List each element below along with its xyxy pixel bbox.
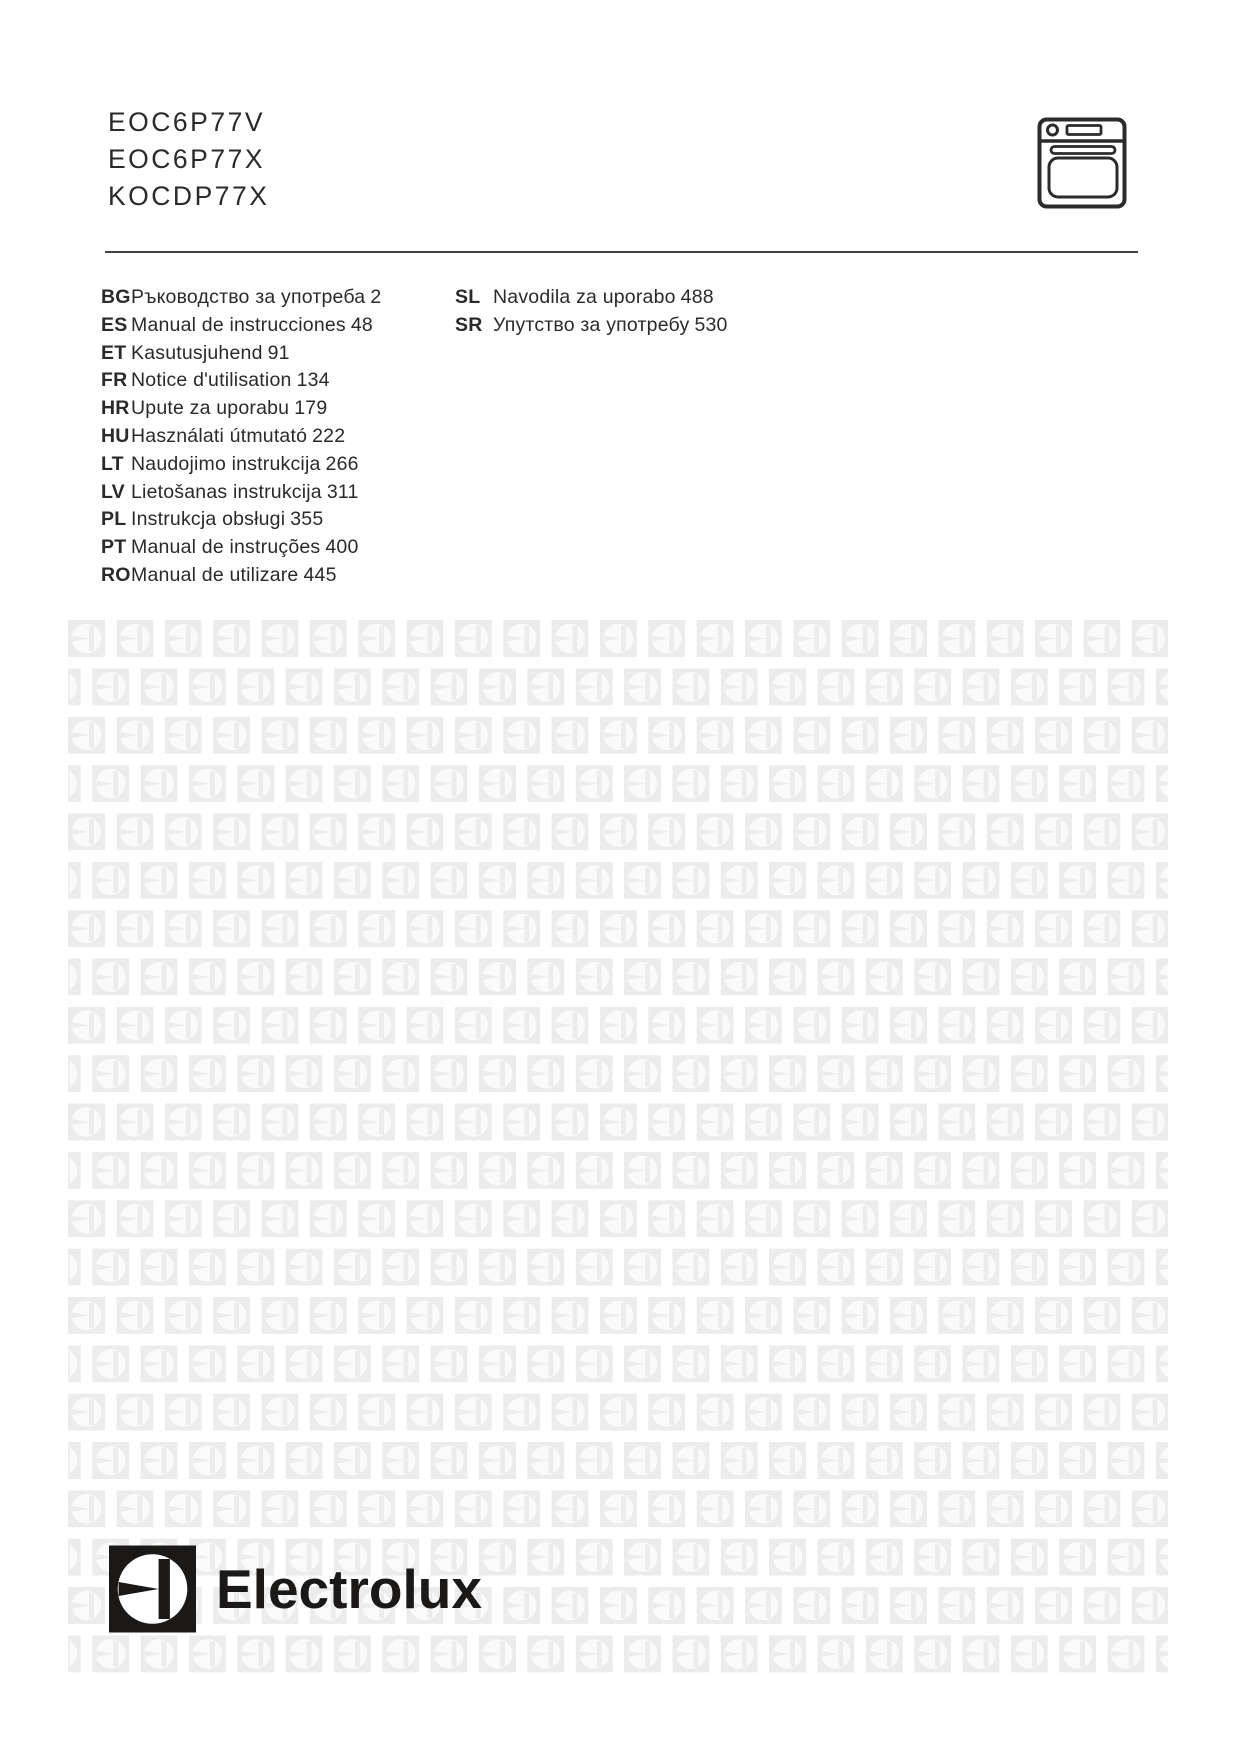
language-label: Instrukcja obsługi [131, 508, 286, 531]
model-number: EOC6P77V [108, 107, 265, 137]
language-label: Upute za uporabu [131, 397, 290, 420]
language-list-right [455, 284, 728, 340]
language-row [101, 451, 381, 479]
language-row [101, 534, 381, 562]
language-code: HU [101, 424, 130, 447]
language-label: Manual de utilizare [131, 563, 299, 586]
language-row [455, 312, 728, 340]
language-label: Manual de instrucciones [131, 313, 346, 336]
language-row [455, 284, 728, 312]
oven-knob-icon [1048, 125, 1058, 135]
language-page-number: 2 [370, 286, 382, 308]
language-page-number: 48 [350, 313, 373, 336]
language-row [101, 284, 381, 312]
language-row [101, 395, 381, 423]
language-label: Kasutusjuhend [131, 341, 263, 364]
oven-icon [1037, 117, 1127, 209]
language-label: Használati útmutató [131, 424, 308, 447]
language-code: PT [101, 536, 127, 559]
language-code: FR [101, 369, 128, 392]
language-page-number: 311 [326, 480, 359, 503]
model-numbers [108, 104, 269, 215]
language-row [101, 423, 381, 451]
language-code: SL [455, 286, 481, 308]
language-page-number: 91 [267, 341, 290, 364]
electrolux-wordmark: Electrolux [216, 1558, 482, 1620]
language-label: Naudojimo instrukcija [131, 452, 321, 475]
language-row [101, 479, 381, 507]
electrolux-background-pattern [68, 620, 1168, 1677]
language-label: Lietošanas instrukcija [131, 480, 322, 503]
language-label: Manual de instruções [131, 536, 321, 559]
language-page-number: 445 [303, 563, 337, 586]
language-list-left [101, 284, 381, 590]
language-row [101, 312, 381, 340]
model-number: EOC6P77X [108, 144, 265, 174]
language-code: LV [101, 480, 125, 503]
oven-door-icon [1049, 158, 1117, 197]
electrolux-symbol-icon [109, 1545, 196, 1633]
language-code: BG [101, 286, 131, 308]
language-code: PL [101, 508, 127, 531]
language-row [101, 562, 381, 590]
language-page-number: 179 [294, 397, 328, 420]
oven-handle-icon [1051, 147, 1115, 154]
language-page-number: 488 [680, 286, 714, 308]
model-number: KOCDP77X [108, 181, 270, 211]
divider-line [105, 251, 1138, 253]
language-label: Упутство за употребу [493, 313, 690, 336]
language-code: SR [455, 313, 483, 336]
language-code: ET [101, 341, 127, 364]
language-row [101, 506, 381, 534]
language-code: HR [101, 397, 130, 420]
language-page-number: 530 [694, 313, 728, 336]
language-code: RO [101, 563, 131, 586]
language-code: LT [101, 452, 124, 475]
language-code: ES [101, 313, 128, 336]
oven-display-icon [1067, 126, 1101, 135]
language-row [101, 340, 381, 368]
language-page-number: 222 [312, 424, 346, 447]
language-row [101, 367, 381, 395]
language-page-number: 266 [325, 452, 359, 475]
language-label: Notice d'utilisation [131, 369, 292, 392]
language-label: Ръководство за употреба [131, 286, 366, 308]
language-label: Navodila za uporabo [493, 286, 676, 308]
language-page-number: 134 [296, 369, 330, 392]
language-page-number: 355 [290, 508, 324, 531]
language-page-number: 400 [325, 536, 359, 559]
